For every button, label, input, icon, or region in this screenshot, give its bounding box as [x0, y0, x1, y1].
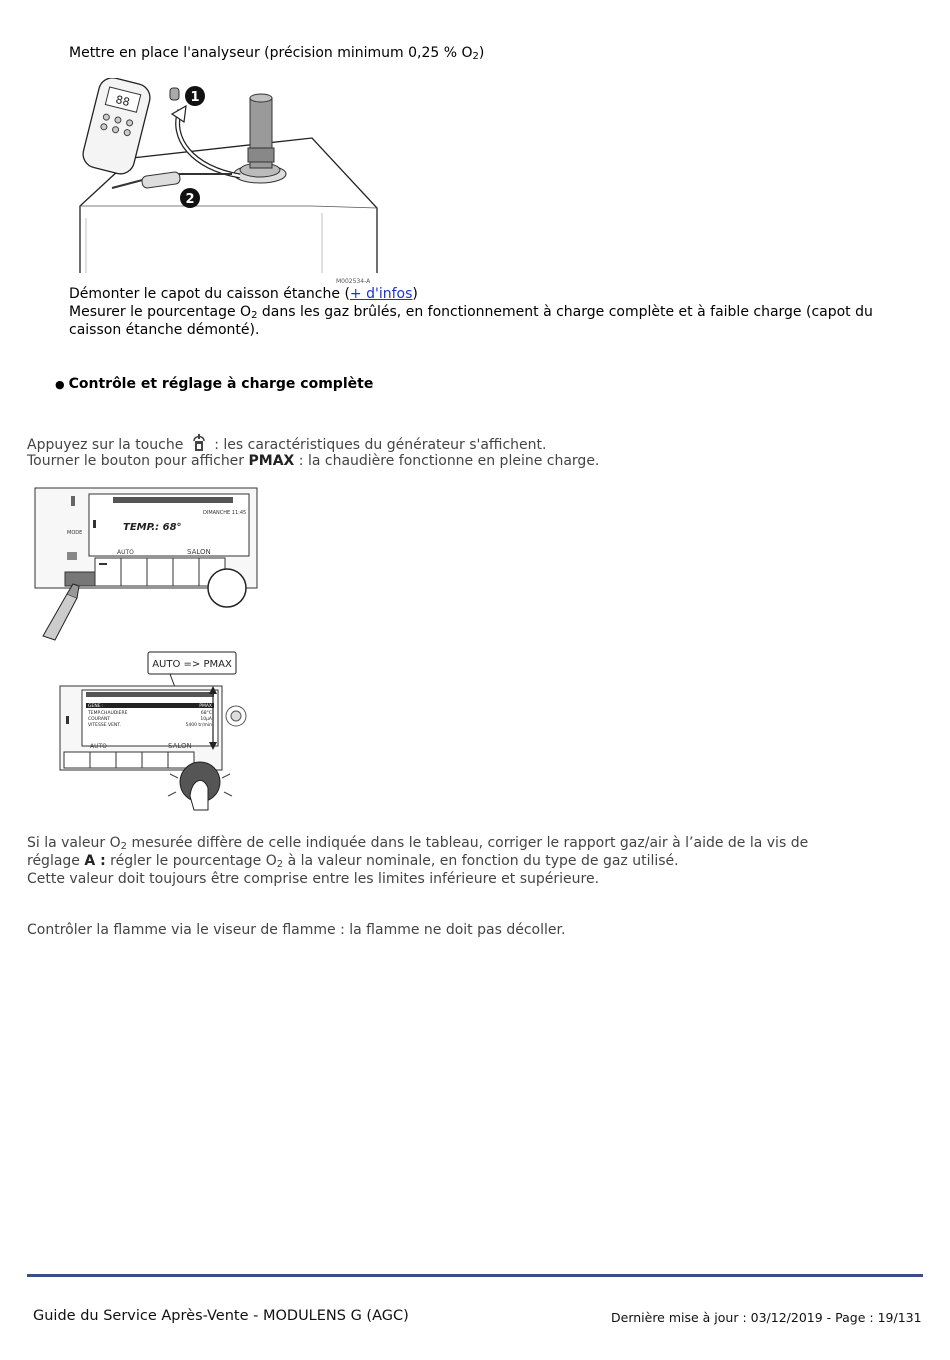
panel1-salon: SALON — [187, 548, 211, 556]
adjust-line2-text: réglage — [27, 853, 85, 869]
demount-text: Démonter le capot du caisson étanche ( — [69, 286, 350, 302]
adjust-text: Si la valeur O — [27, 835, 121, 851]
panel2-salon: SALON — [168, 742, 192, 750]
row-courant-value: 10µA — [200, 717, 212, 722]
adjust-line2-rest: à la valeur nominale, en fonction du type de gaz utilisé. — [283, 853, 679, 869]
press-text-rest: : les caractéristiques du générateur s'affichent. — [214, 437, 547, 453]
callout-2: 2 — [185, 192, 195, 207]
measure-text: Mesurer le pourcentage O — [69, 304, 252, 320]
demount-step — [69, 285, 418, 303]
control-panel-illustration — [27, 486, 259, 642]
row-vent-label: VITESSE VENT. — [88, 723, 121, 728]
pmax-banner: AUTO => PMAX — [152, 659, 232, 670]
row-temp-value: 68°C — [200, 711, 212, 716]
row-gene-value: PMAX — [199, 704, 212, 709]
intro-text-main: Mettre en place l'analyseur (précision minimum 0,25 % O — [69, 45, 473, 61]
section-heading — [55, 375, 373, 394]
more-info-link[interactable]: + d'infos — [349, 286, 413, 302]
intro-suffix: ) — [478, 45, 485, 61]
measure-sub: 2 — [251, 310, 258, 321]
section-title: Contrôle et réglage à charge complète — [68, 376, 374, 392]
screw-a-label: A : — [84, 853, 106, 869]
turn-instruction — [27, 452, 599, 470]
intro-text — [69, 44, 484, 66]
turn-text-rest: : la chaudière fonctionne en pleine charge. — [294, 453, 600, 469]
press-text: Appuyez sur la touche — [27, 437, 184, 453]
pmax-label: PMAX — [248, 453, 295, 469]
row-courant-label: COURANT — [88, 717, 111, 722]
figure-code: M002534-A — [336, 278, 371, 285]
panel1-auto: AUTO — [117, 549, 134, 556]
adjust-sub1: 2 — [120, 841, 127, 852]
panel2-auto: AUTO — [90, 743, 107, 750]
panel1-temp: TEMP.: 68° — [123, 522, 182, 533]
turn-text: Tourner le bouton pour afficher — [27, 453, 249, 469]
panel1-mode: MODE — [67, 530, 83, 536]
panel1-date: DIMANCHE 11:45 — [203, 510, 247, 516]
bullet-icon: ● — [55, 378, 65, 391]
row-vent-value: 5400 tr/min — [185, 723, 212, 728]
row-temp-label: TEMP.CHAUDIERE — [88, 711, 128, 716]
info-key-icon — [190, 433, 208, 453]
analyser-illustration — [72, 78, 382, 288]
adjust-line2-mid: régler le pourcentage O — [105, 853, 277, 869]
footer-rule — [27, 1274, 923, 1277]
intro-sub: 2 — [472, 51, 479, 62]
measure-step-line2: caisson étanche démonté). — [69, 322, 260, 338]
adjust-sub2: 2 — [276, 859, 284, 870]
press-instruction — [27, 433, 546, 454]
measure-text-rest: dans les gaz brûlés, en fonctionnement à charge complète et à faible charge (capot du — [257, 304, 873, 320]
adjust-text-rest: mesurée diffère de celle indiquée dans le tableau, corriger le rapport gaz/air à l’aide de la vis de — [127, 835, 809, 851]
demount-suffix: ) — [412, 286, 418, 302]
footer-title: Guide du Service Après-Vente - MODULENS G (AGC) — [33, 1308, 409, 1324]
pmax-panel-illustration — [58, 650, 258, 815]
row-gene-label: GENE : — [88, 704, 104, 709]
adjust-line3: Cette valeur doit toujours être comprise entre les limites inférieure et supérieure. — [27, 871, 600, 887]
callout-1: 1 — [190, 90, 200, 105]
footer-page-info: Dernière mise à jour : 03/12/2019 - Page : 19/131 — [611, 1310, 922, 1325]
analyser-display: 88 — [114, 93, 132, 110]
flame-check: Contrôler la flamme via le viseur de flamme : la flamme ne doit pas décoller. — [27, 922, 566, 938]
